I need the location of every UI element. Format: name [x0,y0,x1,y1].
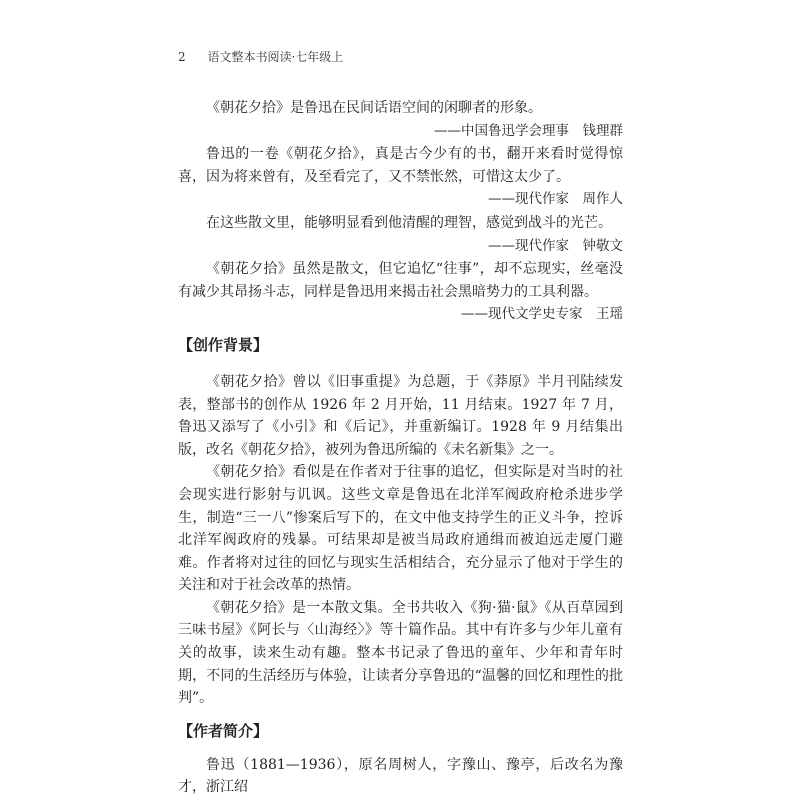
page-content [178,96,623,799]
author-paragraph: 鲁迅（1881—1936），原名周树人，字豫山、豫亭，后改名为豫才，浙江绍 [178,756,623,796]
quote-block [178,258,623,326]
quote-text: 在这些散文里，能够明显看到他清醒的理智，感觉到战斗的光芒。 [206,214,612,231]
quote-text: 《朝花夕拾》虽然是散文，但它追忆“往事”，却不忘现实，丝毫没有减少其昂扬斗志，同样是鲁迅用来揭击社会黑暗势力的工具利器。 [178,261,623,300]
quote-text: 《朝花夕拾》是鲁迅在民间话语空间的闲聊者的形象。 [206,100,542,116]
background-paragraph: 《朝花夕拾》曾以《旧事重提》为总题，于《莽原》半月刊陆续发表，整部书的创作从 1926 年 2 月开始，11 月结束。1927 年 7 月，鲁迅又添写了《小引》和《后记》，并重新编订。1928 年 9 月结集出版，改名《朝花夕拾》，被列为鲁迅所编的《未名新集》之一。 [178,373,623,458]
background-paragraph: 《朝花夕拾》是一本散文集。全书共收入《狗·猫·鼠》《从百草园到三味书屋》《阿长与〈山海经〉》等十篇作品。其中有许多与少年儿童有关的故事，读来生动有趣。整本书记录了鲁迅的童年、少年和青年时期，不同的生活经历与体验，让读者分享鲁迅的“温馨的回忆和理性的批判”。 [178,599,623,707]
book-title: 语文整本书阅读·七年级上 [207,50,344,64]
quote-block [178,212,623,257]
quote-source: ——现代文学史专家 王瑶 [461,306,623,323]
page-number: 2 [178,50,186,64]
quote-block [178,97,623,142]
quote-source: ——中国鲁迅学会理事 钱理群 [434,122,623,139]
quote-source: ——现代作家 周作人 [488,191,623,208]
quote-source: ——现代作家 钟敬文 [488,237,623,254]
page-header [178,48,343,65]
section-heading-author: 【作者简介】 [178,721,269,740]
section-heading-background: 【创作背景】 [178,335,269,354]
background-paragraph: 《朝花夕拾》看似是在作者对于往事的追忆，但实际是对当时的社会现实进行影射与讥讽。这些文章是鲁迅在北洋军阀政府枪杀进步学生，制造“三一八”惨案后写下的，在文中他支持学生的正义斗争，控诉北洋军阀政府的残暴。可结果却是被当局政府通缉而被迫远走厦门避难。作者将对过往的回忆与现实生活相结合，充分显示了他对于学生的关注和对于社会改革的热情。 [178,464,623,594]
quote-text: 鲁迅的一卷《朝花夕拾》，真是古今少有的书，翻开来看时觉得惊喜，因为将来曾有，及至看完了，又不禁怅然，可惜这太少了。 [178,146,623,185]
quote-block [178,143,623,211]
